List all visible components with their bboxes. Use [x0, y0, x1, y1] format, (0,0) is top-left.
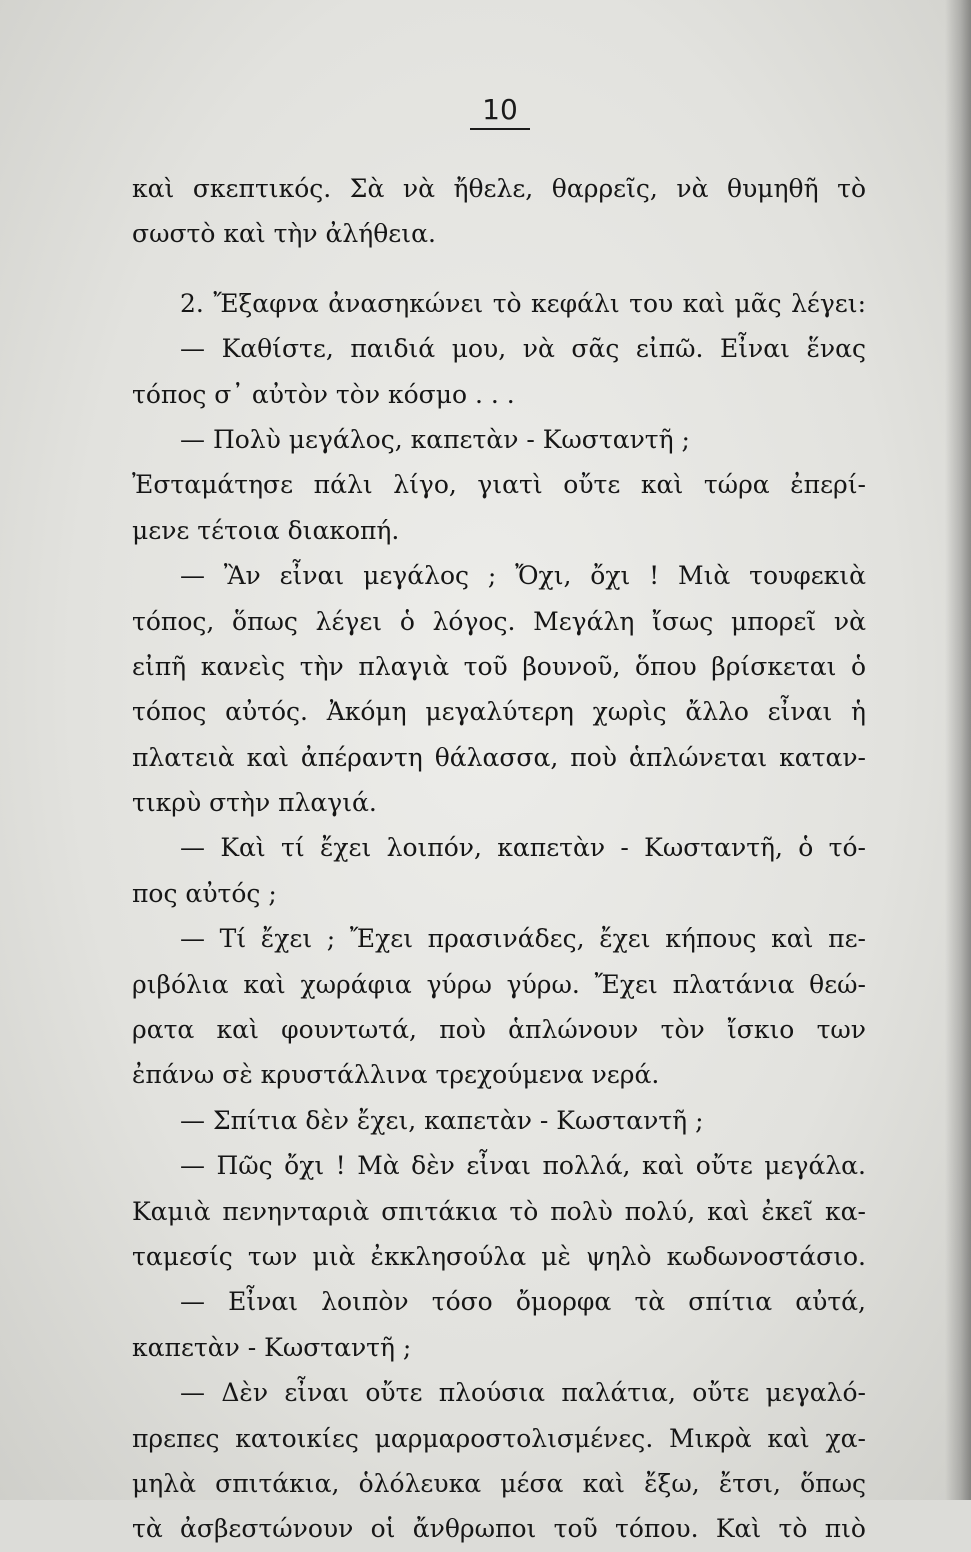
text-line: τόπος αὐτός. Ἀκόμη μεγαλύτερη χωρὶς ἄλλο εἶναι ἡ: [132, 697, 866, 727]
text-line: τὰ ἀσβεστώνουν οἱ ἄνθρωποι τοῦ τόπου. Καὶ τὸ πιὸ: [132, 1514, 866, 1544]
dialogue-line: — Καὶ τί ἔχει λοιπόν, καπετὰν - Κωσταντῆ, ὁ τό-: [180, 833, 866, 863]
text-line: σωστὸ καὶ τὴν ἀλήθεια.: [132, 219, 436, 249]
text-line: ριβόλια καὶ χωράφια γύρω γύρω. Ἔχει πλατάνια θεώ-: [132, 969, 866, 999]
text-line: Καμιὰ πενηνταριὰ σπιτάκια τὸ πολὺ πολύ, καὶ ἐκεῖ κα-: [132, 1196, 866, 1226]
text-line: μηλὰ σπιτάκια, ὁλόλευκα μέσα καὶ ἔξω, ἔτσι, ὅπως: [132, 1468, 866, 1498]
dialogue-line: — Δὲν εἶναι οὔτε πλούσια παλάτια, οὔτε μεγαλό-: [180, 1378, 866, 1408]
text-line: πλατειὰ καὶ ἀπέραντη θάλασσα, ποὺ ἁπλώνεται καταν-: [132, 742, 866, 772]
text-line: μενε τέτοια διακοπή.: [132, 515, 400, 545]
text-line: ἐπάνω σὲ κρυστάλλινα τρεχούμενα νερά.: [132, 1060, 660, 1090]
page-number: 10: [482, 93, 518, 126]
text-line: τικρὺ στὴν πλαγιά.: [132, 788, 377, 818]
text-line: Ἐσταμάτησε πάλι λίγο, γιατὶ οὔτε καὶ τώρα ἐπερί-: [132, 470, 866, 500]
page-number-underline: [470, 128, 530, 130]
dialogue-line: — Καθίστε, παιδιά μου, νὰ σᾶς εἰπῶ. Εἶναι ἕνας: [180, 334, 866, 364]
text-line: καὶ σκεπτικός. Σὰ νὰ ἤθελε, θαρρεῖς, νὰ θυμηθῆ τὸ: [132, 174, 866, 203]
dialogue-line: — Ἂν εἶναι μεγάλος ; Ὄχι, ὄχι ! Μιὰ τουφεκιὰ: [180, 561, 866, 591]
text-line: εἰπῆ κανεὶς τὴν πλαγιὰ τοῦ βουνοῦ, ὅπου βρίσκεται ὁ: [132, 651, 866, 681]
text-line: πος αὐτός ;: [132, 878, 277, 908]
text-line: ρατα καὶ φουντωτά, ποὺ ἁπλώνουν τὸν ἴσκιο των: [132, 1015, 866, 1045]
dialogue-line: — Τί ἔχει ; Ἔχει πρασινάδες, ἔχει κήπους καὶ πε-: [180, 924, 866, 954]
dialogue-line: — Πῶς ὄχι ! Μὰ δὲν εἶναι πολλά, καὶ οὔτε μεγάλα.: [180, 1151, 866, 1181]
page-spine-shadow: [945, 0, 971, 1500]
dialogue-line: — Πολὺ μεγάλος, καπετὰν - Κωσταντῆ ;: [180, 424, 690, 454]
dialogue-line: — Σπίτια δὲν ἔχει, καπετὰν - Κωσταντῆ ;: [180, 1105, 704, 1135]
text-line: τόπος, ὅπως λέγει ὁ λόγος. Μεγάλη ἴσως μπορεῖ νὰ: [132, 606, 866, 636]
section-start-line: 2. Ἔξαφνα ἀνασηκώνει τὸ κεφάλι του καὶ μᾶς λέγει:: [180, 288, 866, 318]
text-line: καπετὰν - Κωσταντῆ ;: [132, 1332, 412, 1362]
text-line: ταμεσίς των μιὰ ἐκκλησούλα μὲ ψηλὸ κωδωνοστάσιο.: [132, 1241, 866, 1271]
dialogue-line: — Εἶναι λοιπὸν τόσο ὄμορφα τὰ σπίτια αὐτά,: [180, 1287, 866, 1317]
text-line: πρεπες κατοικίες μαρμαροστολισμένες. Μικρὰ καὶ χα-: [132, 1423, 866, 1453]
text-line: τόπος σ᾽ αὐτὸν τὸν κόσμο . . .: [132, 379, 515, 409]
body-text: [132, 166, 866, 1552]
